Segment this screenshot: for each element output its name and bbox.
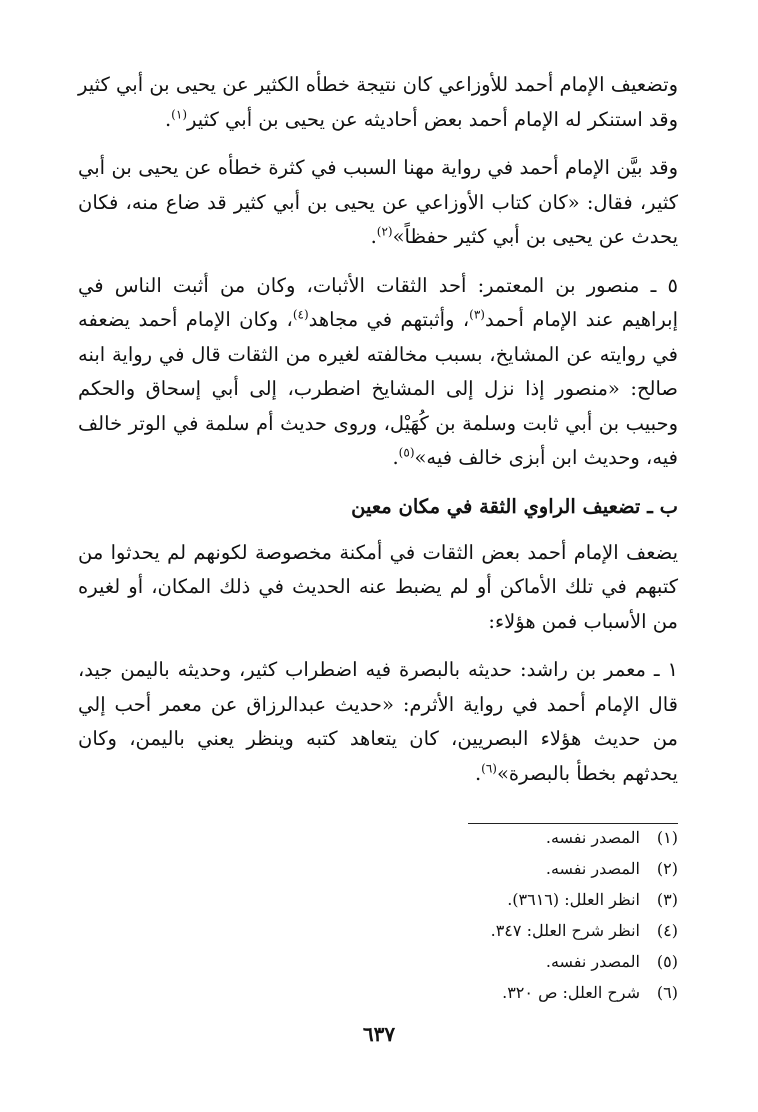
footnote-text: المصدر نفسه.	[545, 828, 640, 847]
footnote-number: (٣)	[656, 890, 678, 909]
paragraph-text: يضعف الإمام أحمد بعض الثقات في أمكنة مخصوصة لكونهم لم يحدثوا من كتبهم في تلك الأماكن أو لم يضبط عنه الحديث في ذلك المكان، أو لغيره من الأسباب فمن هؤلاء:	[78, 540, 678, 633]
footnote-number: (٦)	[656, 983, 678, 1002]
footnote-text: انظر العلل: (٣٦١٦).	[507, 890, 640, 909]
footnote-ref-4: (٤)	[292, 307, 309, 322]
footnote-text: انظر شرح العلل: ٣٤٧.	[490, 921, 640, 940]
paragraph-text: ، وأثبتهم في مجاهد	[308, 308, 470, 331]
footnote-item	[300, 977, 678, 1008]
footnote-item	[300, 822, 678, 853]
paragraph-places	[78, 536, 678, 640]
paragraph-tail: .	[370, 225, 377, 248]
paragraph-text: ، وكان الإمام أحمد يضعفه في روايته عن المشايخ، بسبب مخالفته لغيره من الثقات قال في رواية ابنه صالح: «منصور إذا نزل إلى المشايخ اضطرب، إلى أبي إسحاق والحكم وحبيب بن أبي ثابت وسلمة بن كُهَيْل، وروى حديث أم سلمة في الوتر خالف فيه، وحديث ابن أبزى خالف فيه»	[78, 308, 678, 469]
paragraph-mamar	[78, 653, 678, 791]
page-number: ٦٣٧	[362, 1022, 396, 1046]
footnote-item	[300, 946, 678, 977]
footnote-ref-6: (٦)	[481, 761, 497, 775]
section-heading: ب ـ تضعيف الراوي الثقة في مكان معين	[351, 494, 678, 518]
paragraph-tail: .	[474, 761, 482, 785]
main-text	[78, 68, 678, 805]
footnote-ref-2: (٢)	[376, 224, 393, 239]
footnotes-list	[300, 822, 678, 1008]
paragraph-text: ٥ ـ منصور بن المعتمر: أحد الثقات الأثبات، وكان من أثبت الناس في إبراهيم عند الإمام أحمد	[78, 273, 679, 331]
footnote-text: المصدر نفسه.	[545, 952, 640, 971]
paragraph-muhanna	[78, 151, 678, 255]
footnote-text: شرح العلل: ص ٣٢٠.	[502, 983, 640, 1002]
footnote-ref-1: (١)	[171, 107, 187, 121]
paragraph-tail: .	[392, 446, 399, 469]
paragraph-text: وتضعيف الإمام أحمد للأوزاعي كان نتيجة خطأه الكثير عن يحيى بن أبي كثير وقد استنكر له الإمام أحمد بعض أحاديثه عن يحيى بن أبي كثير	[78, 73, 678, 131]
footnote-item	[300, 915, 678, 946]
footnote-ref-3: (٣)	[469, 307, 485, 322]
footnote-number: (٤)	[656, 921, 678, 940]
footnote-ref-5: (٥)	[398, 445, 415, 460]
footnote-number: (٥)	[656, 952, 678, 971]
footnote-text: المصدر نفسه.	[545, 859, 640, 878]
paragraph-awzai	[78, 68, 678, 137]
footnote-number: (٢)	[656, 859, 678, 878]
footnote-item	[300, 884, 678, 915]
paragraph-text: ١ ـ معمر بن راشد: حديثه بالبصرة فيه اضطراب كثير، وحديثه باليمن جيد، قال الإمام أحمد في رواية الأثرم: «حديث عبدالرزاق عن معمر أحب إلي من حديث هؤلاء البصريين، كان يتعاهد كتبه وينظر يعني باليمن، وكان يحدثهم بخطأ بالبصرة»	[78, 658, 678, 785]
paragraph-mansur	[78, 269, 678, 476]
footnote-number: (١)	[656, 828, 678, 847]
paragraph-text: وقد بيَّن الإمام أحمد في رواية مهنا السبب في كثرة خطأه عن يحيى بن أبي كثير، فقال: «كان كتاب الأوزاعي عن يحيى بن أبي كثير قد ضاع منه، فكان يحدث عن يحيى بن أبي كثير حفظاً»	[78, 156, 678, 248]
footnote-item	[300, 853, 678, 884]
paragraph-tail: .	[164, 107, 172, 131]
